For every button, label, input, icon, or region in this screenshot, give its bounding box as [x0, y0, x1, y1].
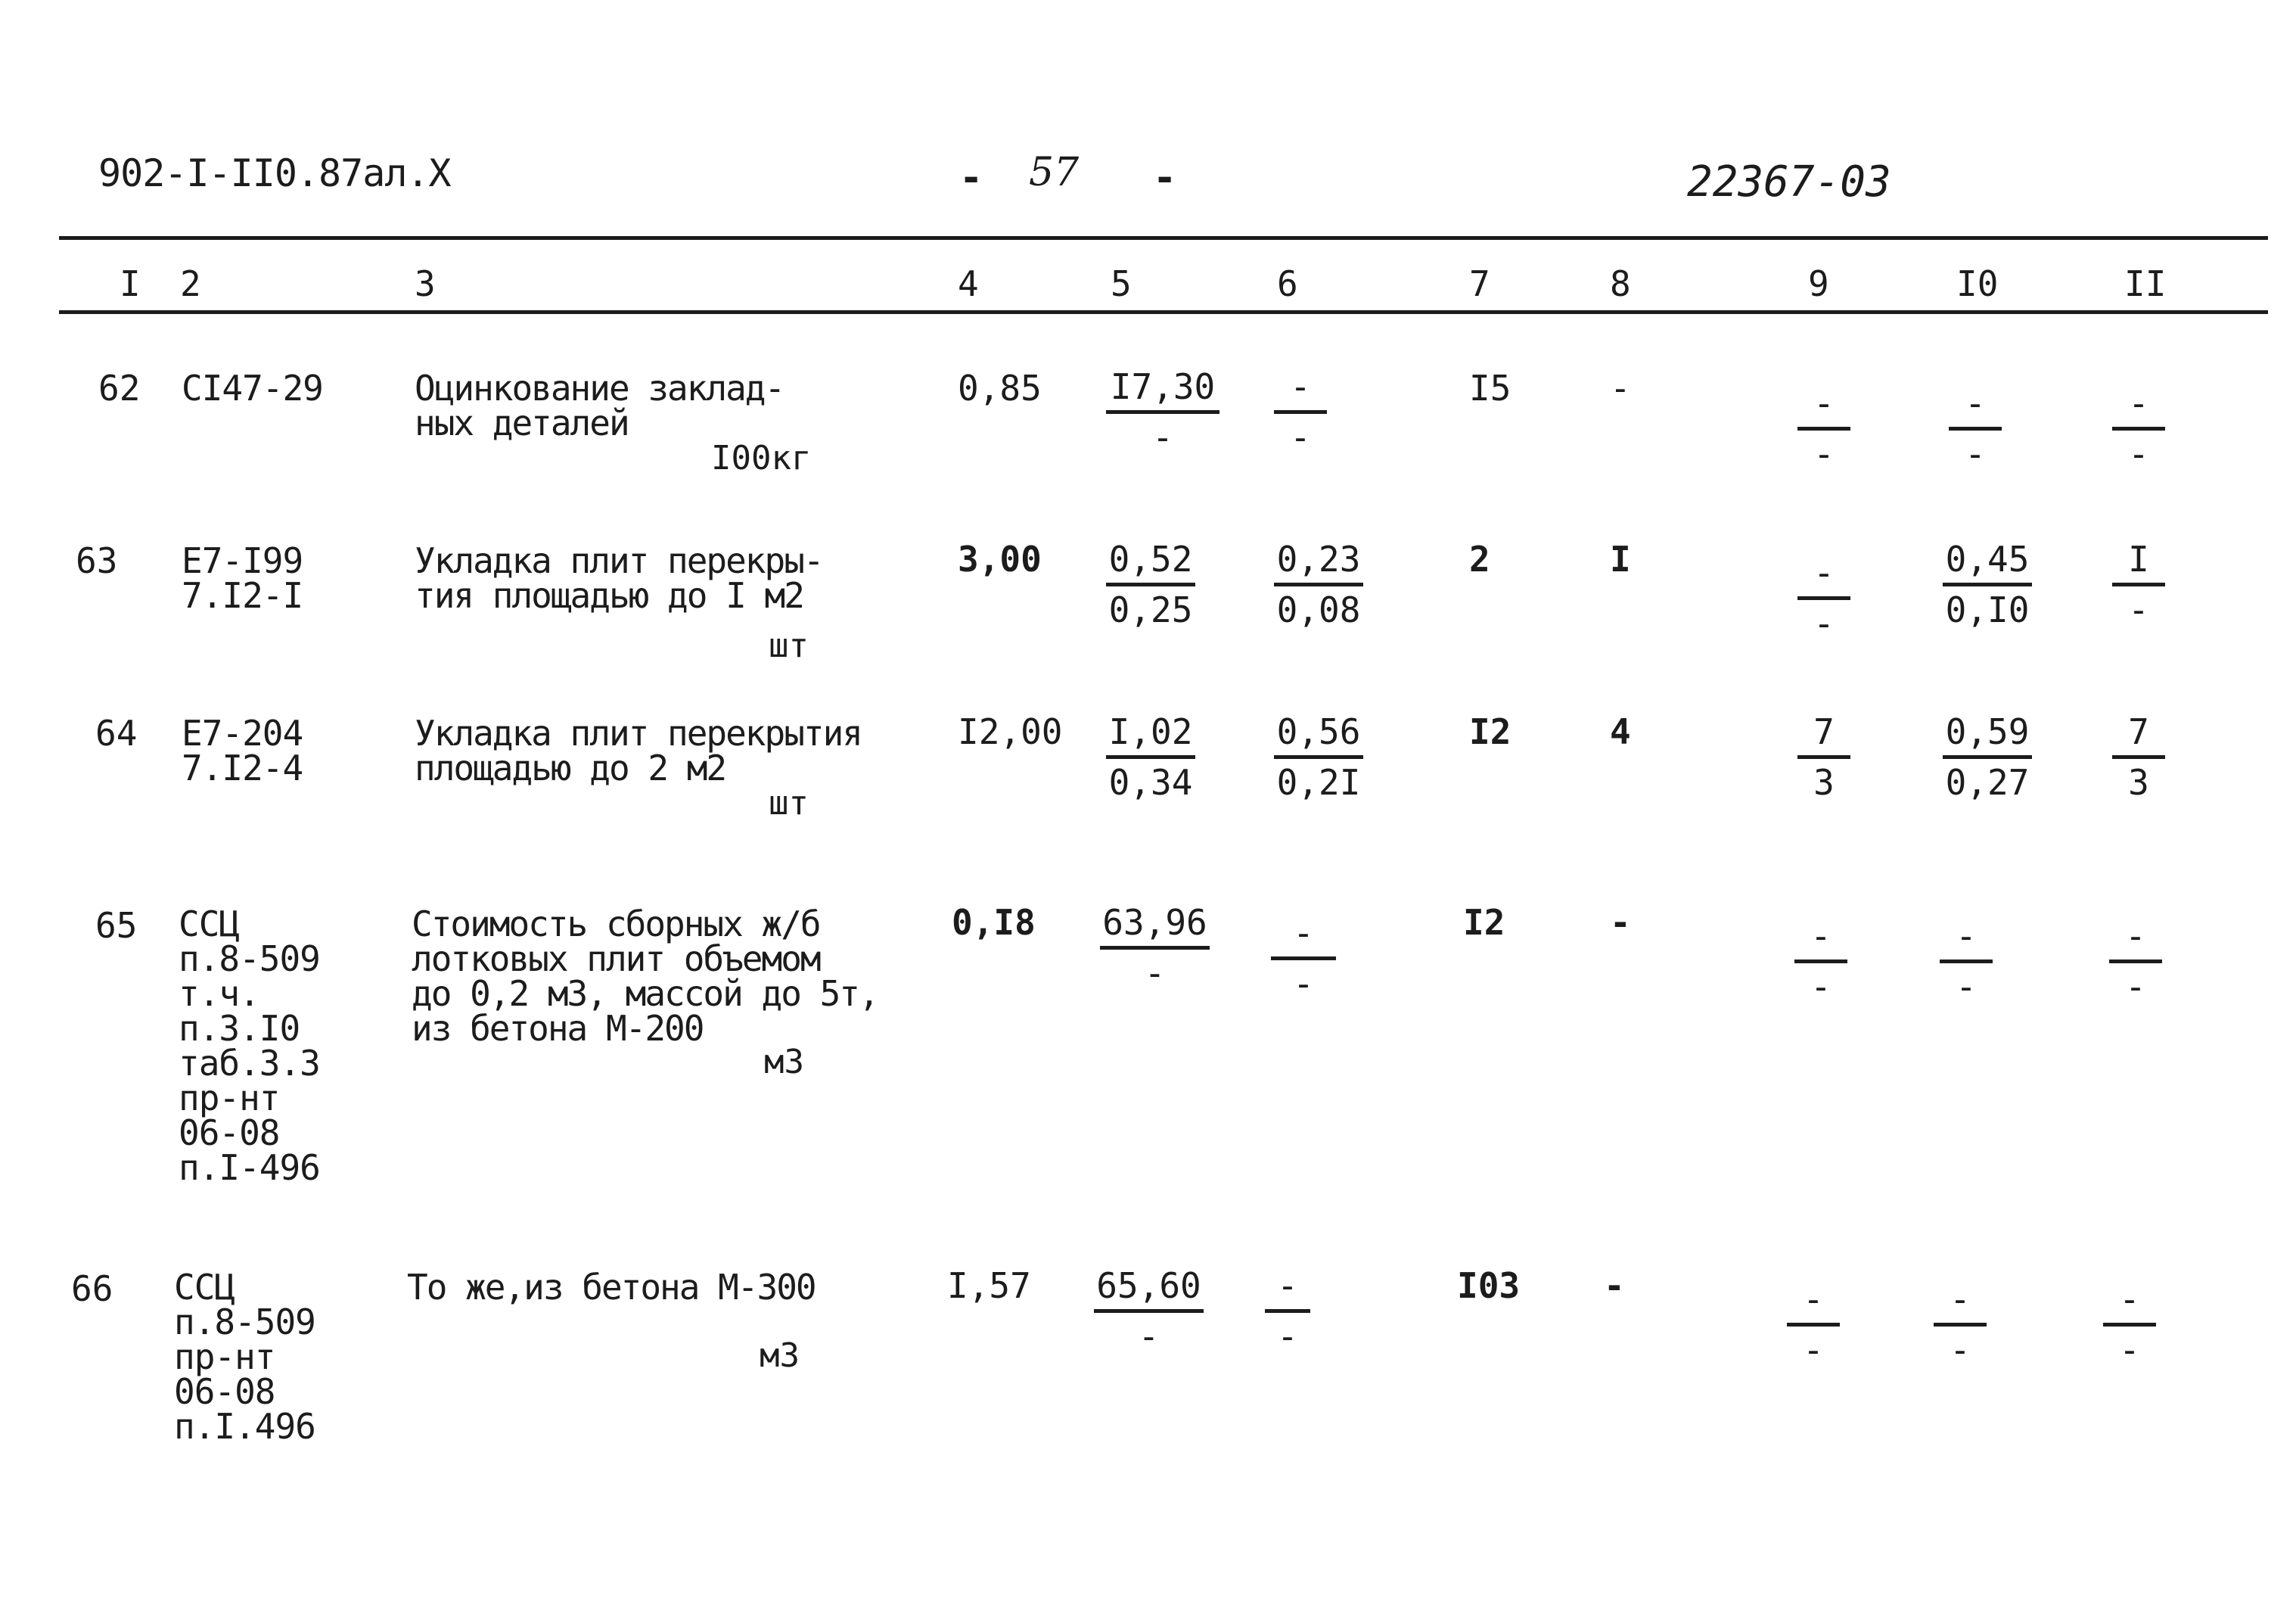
work-description [407, 1267, 816, 1308]
norm-code-line: 06-08 [174, 1371, 275, 1412]
fraction-denominator: - [1138, 1316, 1160, 1357]
col11-fraction [2103, 1279, 2156, 1370]
page-number: 57 [1029, 150, 1080, 195]
fraction-bar [1274, 583, 1363, 586]
document-code: 902-I-II0.87ал.X [98, 151, 451, 195]
fraction-bar [1797, 596, 1850, 600]
column-number-11: II [2124, 263, 2167, 304]
fraction-numerator: - [1293, 913, 1314, 953]
fraction-denominator: - [1152, 417, 1173, 458]
norm-code-line: таб.3.3 [179, 1043, 320, 1084]
fraction-bar [1797, 755, 1850, 759]
fraction-numerator: 0,59 [1945, 711, 2030, 752]
page-number-dash-right: - [1153, 155, 1177, 201]
fraction-numerator: - [2128, 383, 2149, 424]
wage-cost: I [1610, 539, 1631, 580]
col11-fraction [2109, 916, 2162, 1007]
wage-cost: - [1610, 368, 1631, 409]
column-number-10: I0 [1956, 263, 1999, 304]
fraction-bar [1271, 956, 1336, 960]
total-cost: I2 [1469, 711, 1512, 752]
description-line: ных деталей [415, 403, 629, 443]
quantity: I2,00 [958, 711, 1063, 752]
work-description [415, 368, 784, 443]
fraction-denominator: - [2125, 966, 2146, 1007]
norm-code-line: п.8-509 [174, 1302, 315, 1342]
col10-fraction [1943, 711, 2032, 803]
col10-fraction [1940, 916, 1993, 1007]
norm-code-line: п.I.496 [174, 1406, 315, 1447]
col10-fraction [1943, 539, 2032, 630]
norm-code [182, 368, 323, 409]
cost-wage-fraction [1265, 1265, 1310, 1357]
fraction-numerator: - [1810, 916, 1832, 956]
norm-code-line: E7-I99 [182, 540, 303, 581]
norm-code-line: т.ч. [179, 973, 259, 1014]
fraction-denominator: - [1813, 434, 1835, 474]
cost-total-fraction [1100, 902, 1210, 994]
fraction-denominator: 3 [2128, 762, 2149, 803]
description-line: Укладка плит перекрытия [415, 713, 862, 754]
fraction-numerator: 7 [1813, 711, 1835, 752]
fraction-denominator: - [1965, 434, 1986, 474]
fraction-denominator: 0,27 [1945, 762, 2030, 803]
col11-fraction [2112, 539, 2165, 630]
norm-code-line: пр-нт [174, 1336, 275, 1377]
col9-fraction [1797, 383, 1850, 474]
description-line: Укладка плит перекры- [415, 540, 823, 581]
fraction-numerator: - [1277, 1265, 1298, 1306]
fraction-numerator: 63,96 [1102, 902, 1207, 943]
fraction-bar [1940, 960, 1993, 963]
description-line: лотковых плит объемом [412, 938, 820, 979]
quantity: 3,00 [958, 539, 1042, 580]
fraction-bar [1949, 427, 2002, 431]
fraction-denominator: - [1950, 1330, 1971, 1370]
work-description [415, 713, 862, 788]
norm-code [179, 904, 320, 1188]
fraction-numerator: - [1956, 916, 1977, 956]
cost-wage-fraction [1274, 711, 1363, 803]
wage-cost: - [1604, 1265, 1625, 1306]
col10-fraction [1949, 383, 2002, 474]
cost-total-fraction [1106, 539, 1195, 630]
fraction-numerator: 0,52 [1108, 539, 1193, 580]
wage-cost: - [1610, 902, 1631, 943]
norm-code-line: п.8-509 [179, 938, 320, 979]
fraction-bar [2112, 755, 2165, 759]
description-line: до 0,2 м3, массой до 5т, [412, 973, 878, 1014]
fraction-bar [1094, 1309, 1204, 1313]
cost-total-fraction [1106, 711, 1195, 803]
fraction-denominator: - [2128, 589, 2149, 630]
col10-fraction [1934, 1279, 1987, 1370]
fraction-numerator: I [2128, 539, 2149, 580]
col9-fraction [1797, 552, 1850, 644]
fraction-numerator: 0,23 [1276, 539, 1361, 580]
column-number-1: I [120, 263, 141, 304]
fraction-denominator: - [1956, 966, 1977, 1007]
fraction-denominator: - [1803, 1330, 1824, 1370]
fraction-numerator: - [1965, 383, 1986, 424]
header-rule-top [59, 236, 2268, 240]
fraction-numerator: - [1803, 1279, 1824, 1320]
column-number-7: 7 [1469, 263, 1490, 304]
total-cost: I03 [1457, 1265, 1521, 1306]
fraction-numerator: - [2125, 916, 2146, 956]
row-number: 63 [76, 540, 118, 581]
fraction-denominator: 0,34 [1108, 762, 1193, 803]
row-number: 65 [95, 905, 138, 946]
fraction-denominator: - [1810, 966, 1832, 1007]
description-line: из бетона М-200 [412, 1008, 704, 1049]
fraction-bar [1274, 755, 1363, 759]
col9-fraction [1797, 711, 1850, 803]
column-number-2: 2 [180, 263, 201, 304]
norm-code [182, 713, 303, 788]
fraction-denominator: - [1277, 1316, 1298, 1357]
total-cost: 2 [1469, 539, 1490, 580]
column-number-6: 6 [1277, 263, 1298, 304]
fraction-numerator: - [1813, 383, 1835, 424]
fraction-numerator: - [2119, 1279, 2140, 1320]
fraction-bar [2109, 960, 2162, 963]
norm-code-line: 7.I2-4 [182, 748, 303, 788]
norm-code-line: п.3.I0 [179, 1008, 300, 1049]
norm-code-line: CI47-29 [182, 368, 323, 409]
fraction-denominator: 3 [1813, 762, 1835, 803]
fraction-numerator: 0,45 [1945, 539, 2030, 580]
fraction-denominator: - [2128, 434, 2149, 474]
column-number-5: 5 [1111, 263, 1132, 304]
fraction-bar [1274, 410, 1327, 414]
fraction-bar [1106, 410, 1219, 414]
norm-code-line: ССЦ [174, 1267, 235, 1308]
fraction-numerator: - [1950, 1279, 1971, 1320]
fraction-denominator: 0,2I [1276, 762, 1361, 803]
fraction-bar [1934, 1323, 1987, 1327]
fraction-denominator: - [2119, 1330, 2140, 1370]
unit-of-measure: м3 [760, 1336, 800, 1375]
col9-fraction [1787, 1279, 1840, 1370]
total-cost: I2 [1463, 902, 1505, 943]
quantity: 0,85 [958, 368, 1042, 409]
fraction-denominator: 0,25 [1108, 589, 1193, 630]
unit-of-measure: шт [769, 784, 809, 823]
fraction-numerator: - [1813, 552, 1835, 593]
col11-fraction [2112, 383, 2165, 474]
unit-of-measure: I00кг [711, 439, 812, 477]
work-description [412, 904, 878, 1049]
row-number: 64 [95, 713, 138, 754]
col9-fraction [1794, 916, 1847, 1007]
row-number: 62 [98, 368, 141, 409]
description-line: То же,из бетона М-300 [407, 1267, 816, 1308]
cost-wage-fraction [1274, 366, 1327, 458]
norm-code [174, 1267, 315, 1447]
fraction-denominator: - [1293, 963, 1314, 1004]
norm-code [182, 540, 303, 616]
fraction-numerator: 0,56 [1276, 711, 1361, 752]
unit-of-measure: м3 [764, 1043, 804, 1081]
cost-wage-fraction [1271, 913, 1336, 1004]
column-number-3: 3 [415, 263, 436, 304]
quantity: I,57 [947, 1265, 1031, 1306]
document-number: 22367-03 [1687, 157, 1891, 207]
norm-code-line: 06-08 [179, 1112, 280, 1153]
norm-code-line: 7.I2-I [182, 575, 303, 616]
fraction-denominator: - [1144, 953, 1166, 994]
fraction-bar [1787, 1323, 1840, 1327]
fraction-bar [1794, 960, 1847, 963]
column-number-9: 9 [1808, 263, 1829, 304]
total-cost: I5 [1469, 368, 1512, 409]
wage-cost: 4 [1610, 711, 1631, 752]
fraction-numerator: I7,30 [1110, 366, 1216, 407]
fraction-denominator: - [1290, 417, 1311, 458]
fraction-numerator: - [1290, 366, 1311, 407]
page-number-dash-left: - [959, 155, 983, 201]
description-line: Стоимость сборных ж/б [412, 904, 820, 944]
quantity: 0,I8 [952, 902, 1036, 943]
norm-code-line: п.I-496 [179, 1147, 320, 1188]
row-number: 66 [71, 1268, 113, 1309]
fraction-bar [1943, 755, 2032, 759]
norm-code-line: ССЦ [179, 904, 240, 944]
description-line: тия площадью до I м2 [415, 575, 803, 616]
cost-total-fraction [1106, 366, 1219, 458]
fraction-bar [1100, 946, 1210, 950]
description-line: Оцинкование заклад- [415, 368, 784, 409]
fraction-denominator: 0,I0 [1945, 589, 2030, 630]
column-number-8: 8 [1610, 263, 1631, 304]
fraction-numerator: I,02 [1108, 711, 1193, 752]
fraction-bar [1265, 1309, 1310, 1313]
column-number-4: 4 [958, 263, 979, 304]
cost-total-fraction [1094, 1265, 1204, 1357]
col11-fraction [2112, 711, 2165, 803]
fraction-bar [2112, 583, 2165, 586]
fraction-denominator: - [1813, 603, 1835, 644]
fraction-bar [1943, 583, 2032, 586]
norm-code-line: пр-нт [179, 1078, 280, 1118]
fraction-bar [2103, 1323, 2156, 1327]
fraction-bar [1106, 583, 1195, 586]
fraction-bar [1797, 427, 1850, 431]
fraction-numerator: 65,60 [1096, 1265, 1201, 1306]
fraction-denominator: 0,08 [1276, 589, 1361, 630]
description-line: площадью до 2 м2 [415, 748, 726, 788]
unit-of-measure: шт [769, 627, 809, 665]
fraction-numerator: 7 [2128, 711, 2149, 752]
header-rule-bottom [59, 310, 2268, 314]
cost-wage-fraction [1274, 539, 1363, 630]
fraction-bar [2112, 427, 2165, 431]
fraction-bar [1106, 755, 1195, 759]
work-description [415, 540, 823, 616]
norm-code-line: E7-204 [182, 713, 303, 754]
